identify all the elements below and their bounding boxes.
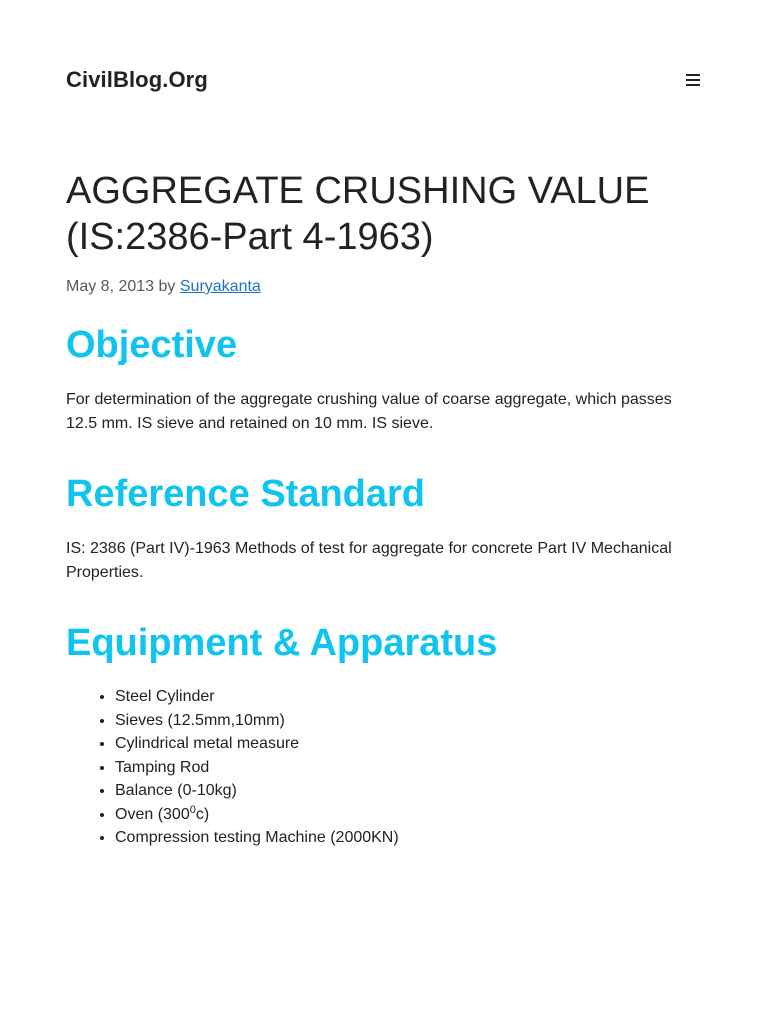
oven-label: Oven (300	[115, 805, 190, 823]
menu-bar	[686, 74, 700, 76]
menu-bar	[686, 84, 700, 86]
page-title: AGGREGATE CRUSHING VALUE (IS:2386-Part 4-1963)	[66, 170, 650, 258]
reference-standard-heading: Reference Standard	[66, 473, 426, 515]
objective-text: For determination of the aggregate crushing value of coarse aggregate, which passes 12.5 mm. IS sieve and retained on 10 mm. IS sieve.	[66, 391, 672, 432]
hamburger-menu-icon[interactable]	[682, 69, 704, 91]
degree-superscript: 0	[189, 803, 196, 816]
reference-standard-text: IS: 2386 (Part IV)-1963 Methods of test for aggregate for concrete Part IV Mechanical Properties.	[66, 540, 672, 581]
menu-bar	[686, 79, 700, 81]
author-link[interactable]: Suryakanta	[179, 278, 261, 295]
site-title-link[interactable]: CivilBlog.Org	[66, 67, 208, 92]
list-item: • Cylindrical metal measure	[115, 732, 702, 756]
equipment-heading: Equipment & Apparatus	[66, 622, 498, 664]
objective-heading: Objective	[66, 324, 238, 366]
post-date: May 8, 2013	[66, 278, 155, 295]
entry-meta	[66, 275, 702, 299]
list-item: • Compression testing Machine (2000KN)	[115, 826, 702, 850]
by-label: by	[158, 278, 176, 295]
equipment-list	[66, 685, 702, 850]
article	[66, 168, 702, 850]
list-item	[115, 803, 702, 827]
oven-suffix: c)	[195, 805, 210, 823]
list-item: • Tamping Rod	[115, 756, 702, 780]
list-item: • Sieves (12.5mm,10mm)	[115, 709, 702, 733]
list-item: • Balance (0-10kg)	[115, 779, 702, 803]
site-header	[66, 60, 702, 100]
list-item: • Steel Cylinder	[115, 685, 702, 709]
